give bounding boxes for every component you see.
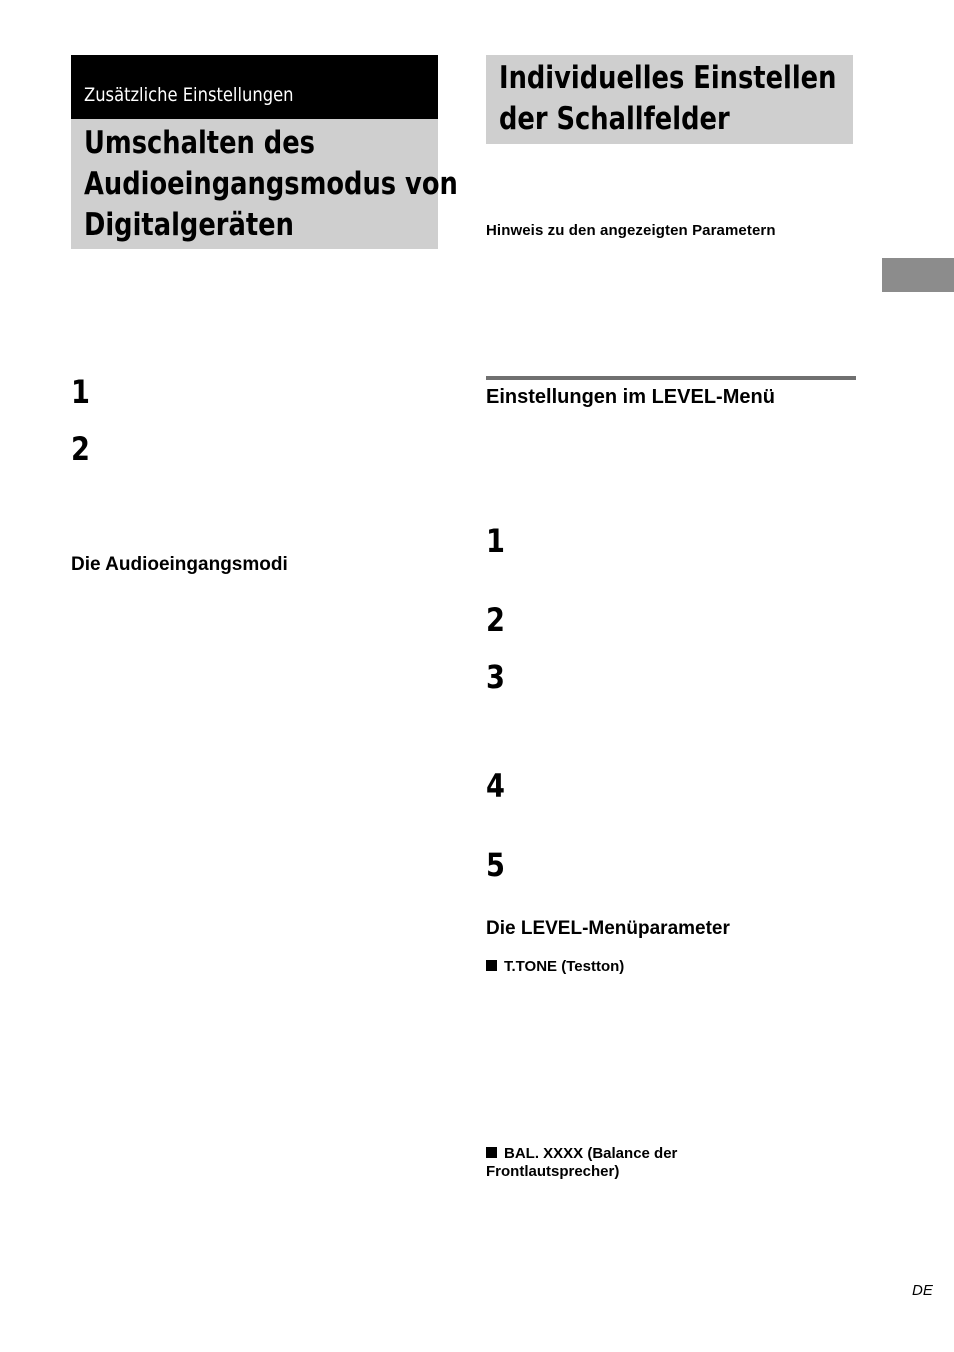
left-title-box xyxy=(71,119,458,249)
param-label-continued: Frontlautsprecher) xyxy=(486,1163,620,1180)
right-title xyxy=(499,58,836,140)
left-step-number: 2 xyxy=(71,430,90,468)
right-step-number: 4 xyxy=(486,767,505,805)
left-title-line: Umschalten des xyxy=(84,125,315,161)
left-title-line: Audioeingangsmodus von xyxy=(84,166,458,202)
right-title-line: der Schallfelder xyxy=(499,101,730,137)
param-item xyxy=(486,1145,677,1181)
left-title xyxy=(84,123,458,246)
param-item xyxy=(486,958,624,976)
left-subheading: Die Audioeingangsmodi xyxy=(71,554,288,575)
section-label-bar xyxy=(71,55,438,119)
section-label: Zusätzliche Einstellungen xyxy=(84,84,294,106)
side-thumb-tab xyxy=(882,258,954,292)
left-title-line: Digitalgeräten xyxy=(84,207,294,243)
left-step-number: 1 xyxy=(71,373,90,411)
right-title-box xyxy=(486,55,853,144)
param-label: T.TONE (Testton) xyxy=(504,958,625,975)
right-step-number: 2 xyxy=(486,601,505,639)
language-marker: DE xyxy=(912,1282,933,1299)
right-step-number: 5 xyxy=(486,846,505,884)
menu-params-heading: Die LEVEL-Menüparameter xyxy=(486,918,730,939)
hint-heading: Hinweis zu den angezeigten Parametern xyxy=(486,222,776,239)
section-rule xyxy=(486,376,856,380)
right-step-number: 3 xyxy=(486,658,505,696)
square-bullet-icon xyxy=(486,1147,497,1158)
section-heading: Einstellungen im LEVEL-Menü xyxy=(486,386,775,408)
param-label: BAL. XXXX (Balance der xyxy=(504,1145,678,1162)
right-title-line: Individuelles Einstellen xyxy=(499,60,837,96)
right-step-number: 1 xyxy=(486,522,505,560)
square-bullet-icon xyxy=(486,960,497,971)
